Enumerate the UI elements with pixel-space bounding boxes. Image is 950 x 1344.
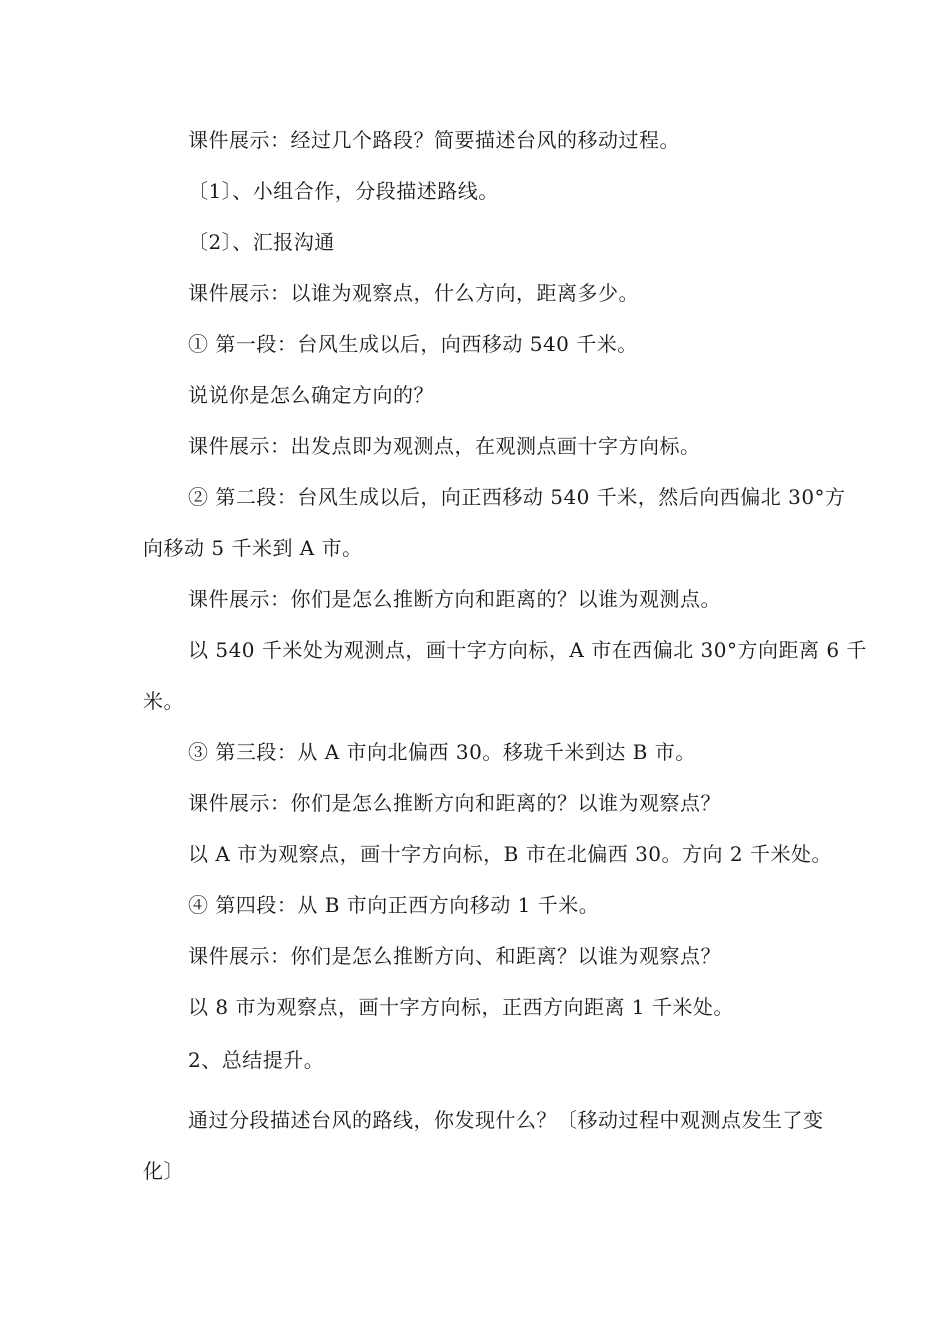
paragraph-line: 课件展示：以谁为观察点，什么方向，距离多少。 xyxy=(188,281,639,305)
paragraph-line: 课件展示：你们是怎么推断方向和距离的？以谁为观察点？ xyxy=(188,791,721,815)
paragraph-line: 向移动 5 千米到 A 市。 xyxy=(143,536,363,560)
paragraph-line: ① 第一段：台风生成以后，向西移动 540 千米。 xyxy=(188,332,638,356)
paragraph-line: 以 540 千米处为观测点，画十字方向标，A 市在西偏北 30°方向距离 6 千 xyxy=(188,638,867,662)
paragraph-line: ② 第二段：台风生成以后，向正西移动 540 千米，然后向西偏北 30°方 xyxy=(188,485,846,509)
paragraph-line: 课件展示：你们是怎么推断方向、和距离？以谁为观察点？ xyxy=(188,944,721,968)
paragraph-line: 课件展示：你们是怎么推断方向和距离的？以谁为观测点。 xyxy=(188,587,721,611)
paragraph-line: 米。 xyxy=(143,689,184,713)
paragraph-line: 〔2〕、汇报沟通 xyxy=(188,230,335,254)
paragraph-line: 通过分段描述台风的路线，你发现什么？〔移动过程中观测点发生了变 xyxy=(188,1108,824,1132)
paragraph-line: ③ 第三段：从 A 市向北偏西 30。移珑千米到达 B 市。 xyxy=(188,740,696,764)
paragraph-line: 说说你是怎么确定方向的？ xyxy=(188,383,434,407)
section-heading: 2、总结提升。 xyxy=(188,1048,325,1072)
paragraph-line: 以 8 市为观察点，画十字方向标，正西方向距离 1 千米处。 xyxy=(188,995,734,1019)
paragraph-line: ④ 第四段：从 B 市向正西方向移动 1 千米。 xyxy=(188,893,600,917)
paragraph-line: 〔1〕、小组合作，分段描述路线。 xyxy=(188,179,499,203)
paragraph-line: 课件展示：出发点即为观测点，在观测点画十字方向标。 xyxy=(188,434,701,458)
paragraph-line: 课件展示：经过几个路段？简要描述台风的移动过程。 xyxy=(188,128,680,152)
paragraph-line: 化〕 xyxy=(143,1159,184,1183)
paragraph-line: 以 A 市为观察点，画十字方向标，B 市在北偏西 30。方向 2 千米处。 xyxy=(188,842,832,866)
